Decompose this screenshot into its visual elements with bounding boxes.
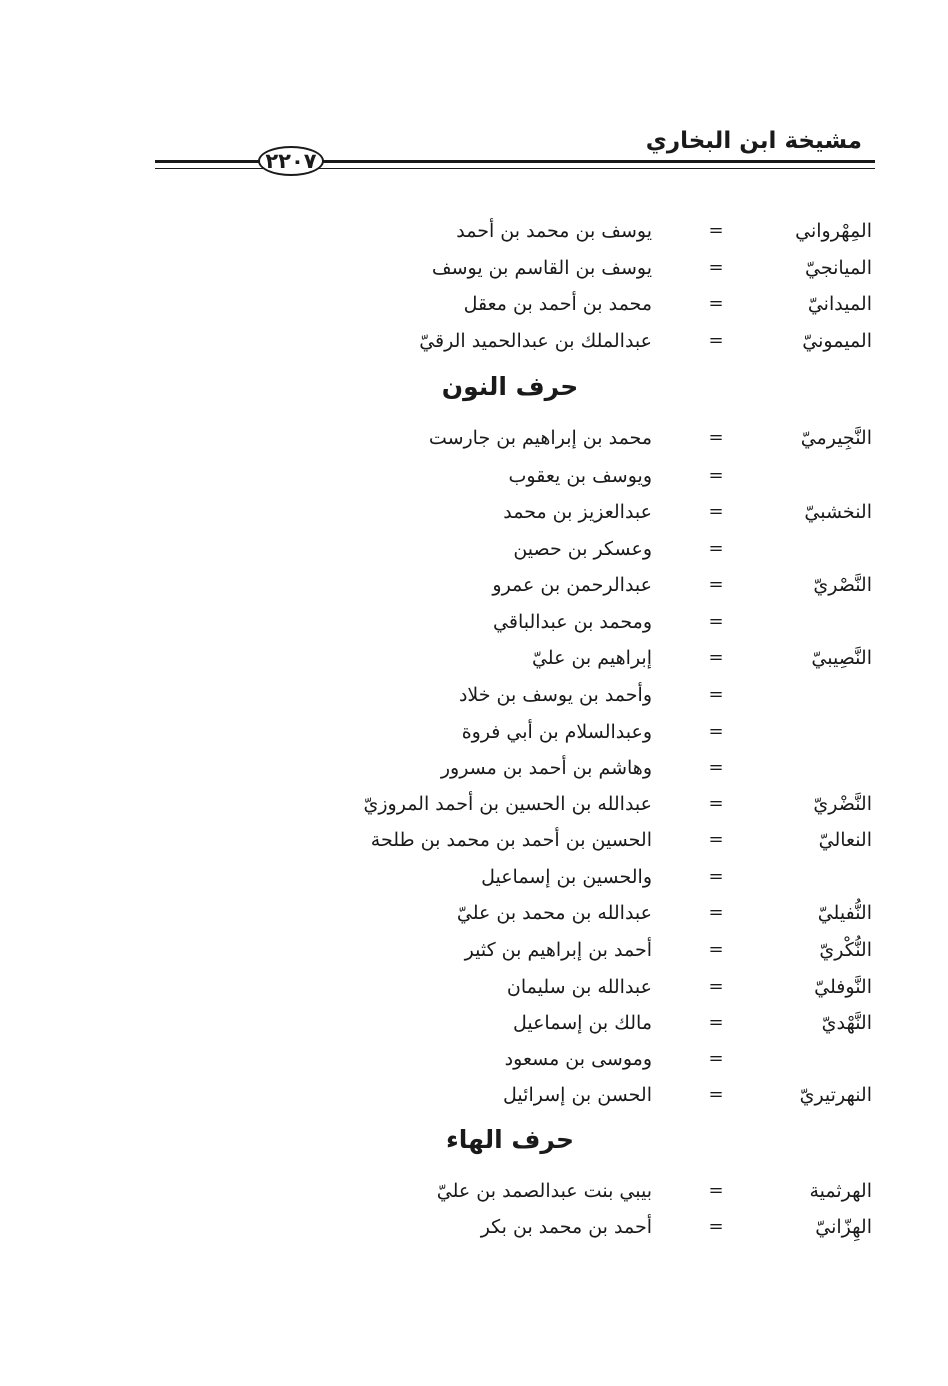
equals-sign: = xyxy=(708,1012,724,1033)
entry-row xyxy=(0,531,948,567)
equals-sign: = xyxy=(708,647,724,668)
equals-sign: = xyxy=(708,1048,724,1069)
equals-sign: = xyxy=(708,465,724,486)
entry-name: إبراهيم بن عليّ xyxy=(531,647,652,669)
entry-row xyxy=(0,750,948,786)
equals-sign: = xyxy=(708,257,724,278)
entry-name: وعبدالسلام بن أبي فروة xyxy=(461,721,652,743)
entry-row xyxy=(0,932,948,968)
entry-row xyxy=(0,1041,948,1077)
entry-name: عبدالله بن سليمان xyxy=(506,976,652,998)
equals-sign: = xyxy=(708,866,724,887)
entry-nisba: النُّكْريّ xyxy=(819,939,872,961)
equals-sign: = xyxy=(708,1216,724,1237)
entry-name: محمد بن إبراهيم بن جارست xyxy=(428,427,652,449)
entry-name: عبدالله بن الحسين بن أحمد المروزيّ xyxy=(363,793,652,815)
entry-row xyxy=(0,1173,948,1209)
entry-nisba: الهرثمية xyxy=(809,1180,872,1202)
equals-sign: = xyxy=(708,684,724,705)
entry-name: وموسى بن مسعود xyxy=(504,1048,652,1070)
book-title: مشيخة ابن البخاري xyxy=(645,128,862,154)
entry-name: ويوسف بن يعقوب xyxy=(508,465,652,487)
entry-row xyxy=(0,969,948,1005)
equals-sign: = xyxy=(708,902,724,923)
entry-nisba: النُّفيليّ xyxy=(817,902,872,924)
equals-sign: = xyxy=(708,220,724,241)
entry-row xyxy=(0,859,948,895)
entry-row xyxy=(0,1005,948,1041)
equals-sign: = xyxy=(708,829,724,850)
entry-row xyxy=(0,714,948,750)
page-number: ٢٢٠٧ xyxy=(258,146,324,176)
equals-sign: = xyxy=(708,501,724,522)
equals-sign: = xyxy=(708,976,724,997)
entry-nisba: الميانجيّ xyxy=(805,257,872,279)
entry-nisba: النَّصْريّ xyxy=(813,574,872,596)
equals-sign: = xyxy=(708,939,724,960)
entry-nisba: النَّجِيرميّ xyxy=(800,427,872,449)
entry-name: عبدالرحمن بن عمرو xyxy=(492,574,652,596)
entry-name: أحمد بن إبراهيم بن كثير xyxy=(464,939,652,961)
entry-name: عبدالعزيز بن محمد xyxy=(503,501,652,523)
entry-name: يوسف بن محمد بن أحمد xyxy=(456,220,652,242)
entry-name: عبدالله بن محمد بن عليّ xyxy=(456,902,652,924)
entry-row xyxy=(0,420,948,456)
equals-sign: = xyxy=(708,574,724,595)
entry-name: ومحمد بن عبدالباقي xyxy=(493,611,652,633)
equals-sign: = xyxy=(708,538,724,559)
entry-nisba: الميدانيّ xyxy=(807,293,872,315)
entry-nisba: الميمونيّ xyxy=(802,330,872,352)
equals-sign: = xyxy=(708,757,724,778)
entry-row xyxy=(0,494,948,530)
entry-row xyxy=(0,286,948,322)
entry-nisba: النَّهْديّ xyxy=(821,1012,872,1034)
section-heading: حرف النون xyxy=(441,372,579,401)
entry-row xyxy=(0,822,948,858)
entry-row xyxy=(0,786,948,822)
entry-name: والحسين بن إسماعيل xyxy=(481,866,652,888)
entry-row xyxy=(0,1209,948,1245)
entry-nisba: النَّصِيبيّ xyxy=(811,647,872,669)
entry-nisba: النخشبيّ xyxy=(804,501,872,523)
equals-sign: = xyxy=(708,793,724,814)
entry-name: وعسكر بن حصين xyxy=(513,538,652,560)
entry-nisba: المِهْرواني xyxy=(795,220,872,242)
equals-sign: = xyxy=(708,293,724,314)
entry-name: الحسن بن إسرائيل xyxy=(503,1084,652,1106)
entry-row xyxy=(0,604,948,640)
entry-name: يوسف بن القاسم بن يوسف xyxy=(431,257,652,279)
entry-row xyxy=(0,323,948,359)
equals-sign: = xyxy=(708,330,724,351)
entry-name: عبدالملك بن عبدالحميد الرقيّ xyxy=(419,330,652,352)
entry-name: الحسين بن أحمد بن محمد بن طلحة xyxy=(370,829,652,851)
entry-nisba: الهِزّانيّ xyxy=(815,1216,872,1238)
entry-row xyxy=(0,458,948,494)
equals-sign: = xyxy=(708,611,724,632)
entry-name: وهاشم بن أحمد بن مسرور xyxy=(440,757,652,779)
equals-sign: = xyxy=(708,427,724,448)
section-heading: حرف الهاء xyxy=(446,1125,574,1154)
entry-row xyxy=(0,213,948,249)
equals-sign: = xyxy=(708,721,724,742)
entry-row xyxy=(0,250,948,286)
entry-name: أحمد بن محمد بن بكر xyxy=(480,1216,652,1238)
entry-row xyxy=(0,677,948,713)
equals-sign: = xyxy=(708,1084,724,1105)
entry-name: مالك بن إسماعيل xyxy=(512,1012,652,1034)
entry-row xyxy=(0,567,948,603)
entry-nisba: النهرتيريّ xyxy=(799,1084,872,1106)
entry-row xyxy=(0,640,948,676)
entry-nisba: النَّوفليّ xyxy=(814,976,872,998)
entry-nisba: النَّضْريّ xyxy=(813,793,872,815)
entry-name: وأحمد بن يوسف بن خلاد xyxy=(458,684,652,706)
equals-sign: = xyxy=(708,1180,724,1201)
entry-row xyxy=(0,1077,948,1113)
entry-nisba: النعاليّ xyxy=(818,829,872,851)
entry-row xyxy=(0,895,948,931)
entry-name: محمد بن أحمد بن معقل xyxy=(463,293,652,315)
entry-name: بيبي بنت عبدالصمد بن عليّ xyxy=(436,1180,652,1202)
